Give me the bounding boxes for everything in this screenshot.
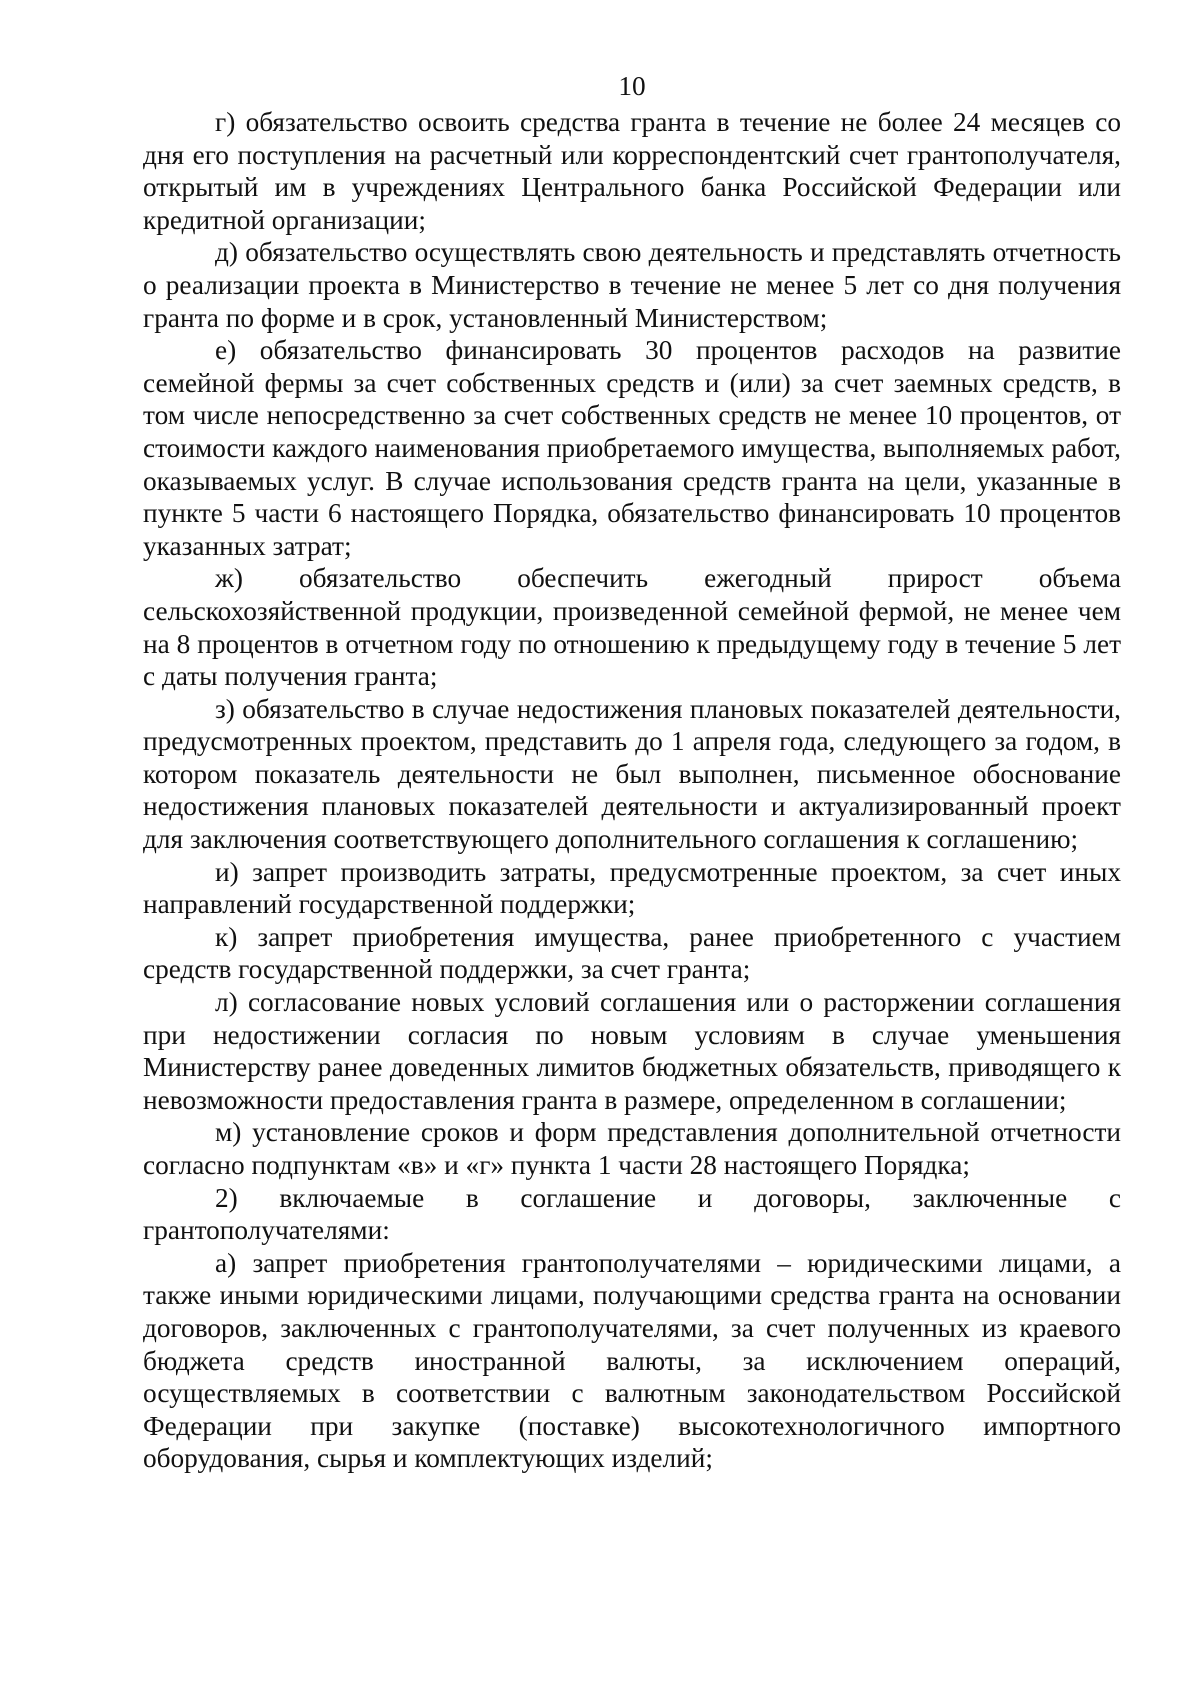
paragraph-d-obligation-activity-reporting: д) обязательство осуществлять свою деятельность и представлять отчетность о реализации проекта в Министерство в течение не менее 5 лет со дня получения гранта по форме и в срок, установленный Министерством;	[143, 237, 1121, 333]
paragraph-m-reporting-terms: м) установление сроков и форм представления дополнительной отчетности согласно подпунктам «в» и «г» пункта 1 части 28 настоящего Порядка;	[143, 1117, 1121, 1180]
paragraph-l-new-conditions: л) согласование новых условий соглашения или о расторжении соглашения при недостижении согласия по новым условиям в случае уменьшения Министерству ранее доведенных лимитов бюджетных обязательств, приводящего к невозможности предоставления гранта в размере, определенном в соглашении;	[143, 987, 1121, 1115]
paragraph-zh-obligation-production-growth: ж) обязательство обеспечить ежегодный прирост объема сельскохозяйственной продукции, произведенной семейной фермой, не менее чем на 8 процентов в отчетном году по отношению к предыдущему году в течение 5 лет с даты получения гранта;	[143, 563, 1121, 692]
page-number: 10	[618, 71, 646, 101]
paragraph-e-obligation-financing: е) обязательство финансировать 30 процентов расходов на развитие семейной фермы за счет собственных средств и (или) за счет заемных средств, в том числе непосредственно за счет собственных средств не менее 10 процентов, от стоимости каждого наименования приобретаемого имущества, выполняемых работ, оказываемых услуг. В случае использования средств гранта на цели, указанные в пункте 5 части 6 настоящего Порядка, обязательство финансировать 10 процентов указанных затрат;	[143, 335, 1121, 561]
paragraph-i-prohibition-costs: и) запрет производить затраты, предусмотренные проектом, за счет иных направлений государственной поддержки;	[143, 856, 1121, 920]
paragraph-g-obligation-use-funds: г) обязательство освоить средства гранта в течение не более 24 месяцев со дня его поступления на расчетный или корреспондентский счет грантополучателя, открытый им в учреждениях Центрального банка Российской Федерации или кредитной организации;	[143, 107, 1121, 235]
document-page	[143, 70, 1121, 1475]
paragraph-k-prohibition-property: к) запрет приобретения имущества, ранее приобретенного с участием средств государственной поддержки, за счет гранта;	[143, 921, 1121, 985]
paragraph-2-included-conditions: 2) включаемые в соглашение и договоры, заключенные с грантополучателями:	[143, 1182, 1121, 1246]
paragraph-a-currency-prohibition: а) запрет приобретения грантополучателями – юридическими лицами, а также иными юридическими лицами, получающими средства гранта на основании договоров, заключенных с грантополучателями, за счет полученных из краевого бюджета средств иностранной валюты, за исключением операций, осуществляемых в соответствии с валютным законодательством Российской Федерации при закупке (поставке) высокотехнологичного импортного оборудования, сырья и комплектующих изделий;	[143, 1247, 1121, 1474]
paragraph-z-obligation-justification: з) обязательство в случае недостижения плановых показателей деятельности, предусмотренных проектом, представить до 1 апреля года, следующего за годом, в котором показатель деятельности не был выполнен, письменное обоснование недостижения плановых показателей деятельности и актуализированный проект для заключения соответствующего дополнительного соглашения к соглашению;	[143, 693, 1121, 855]
